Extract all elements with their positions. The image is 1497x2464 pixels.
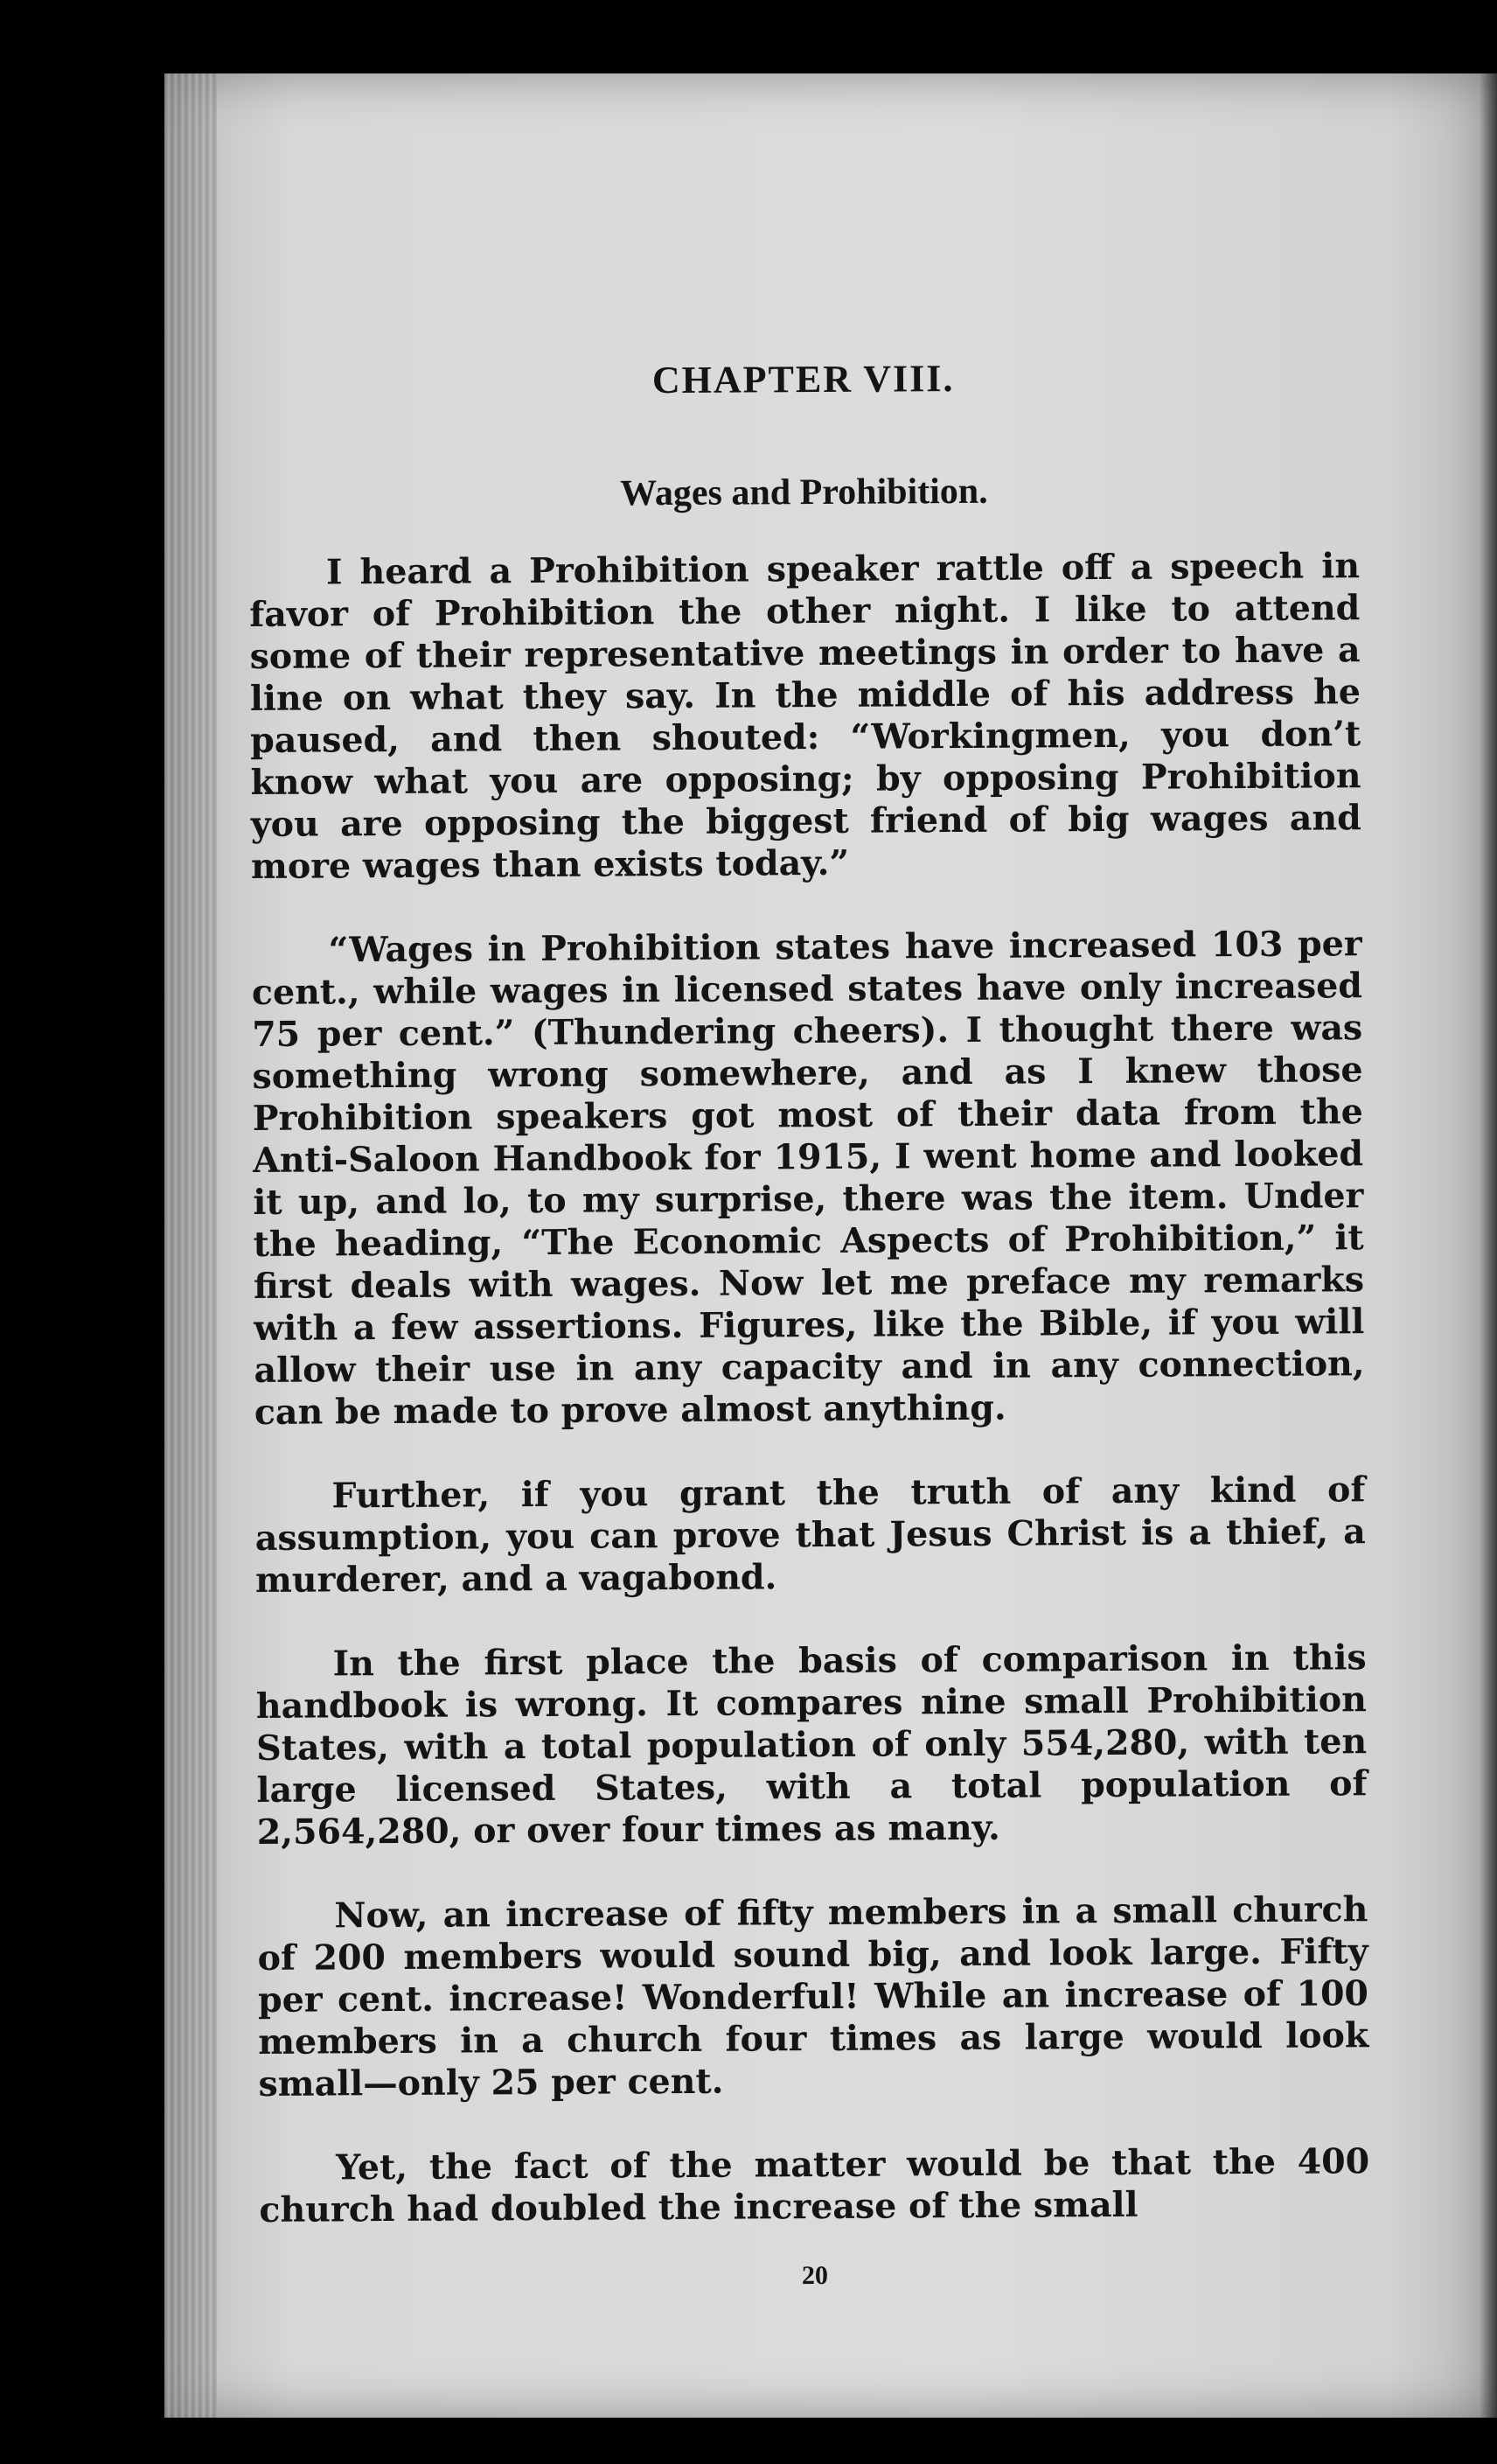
section-subtitle: Wages and Prohibition. [620, 471, 988, 514]
paragraph-1: I heard a Prohibition speaker rattle off a speech in favor of Prohibition the other night. I like to attend some of their representative meetings in order to have a line on what they say. In the middle of his address he paused, and then shouted: “Workingmen, you don’t know what you are opposing; by opposing Prohibition you are opposing the biggest friend of big wages and more wages than exists today.” [249, 546, 1361, 887]
page-text-block [247, 276, 1370, 2294]
page-number: 20 [801, 2260, 829, 2291]
book-page [164, 73, 1497, 2418]
paragraph-3: Further, if you grant the truth of any kind of assumption, you can prove that Jesus Christ is a thief, a murderer, and a vagabond. [254, 1469, 1366, 1601]
paragraph-5: Now, an increase of fifty members in a small church of 200 members would sound big, and look large. Fifty per cent. increase! Wonderful! While an increase of 100 members in a church four times as large would look small—only 25 per cent. [257, 1889, 1369, 2105]
paragraph-4: In the first place the basis of comparison in this handbook is wrong. It compares nine small Prohibition States, with a total population of only 554,280, with ten large licensed States, with a total population of 2,564,280, or over four times as many. [255, 1637, 1368, 1853]
paragraph-2: “Wages in Prohibition states have increased 103 per cent., while wages in licensed states have only increased 75 per cent.” (Thundering cheers). I thought there was something wrong somewhere, and as I knew those Prohibition speakers got most of their data from the Anti-Saloon Handbook for 1915, I went home and looked it up, and lo, to my surprise, there was the item. Under the heading, “The Economic Aspects of Prohibition,” it first deals with wages. Now let me preface my remarks with a few assertions. Figures, like the Bible, if you will allow their use in any capacity and in any connection, can be made to prove almost anything. [251, 924, 1365, 1433]
page-edge-shadow [1480, 73, 1497, 2418]
chapter-title: CHAPTER VIII. [651, 357, 955, 402]
page-binding-edge [164, 73, 217, 2418]
paragraph-6: Yet, the fact of the matter would be that the 400 church had doubled the increase of the small [259, 2141, 1370, 2230]
